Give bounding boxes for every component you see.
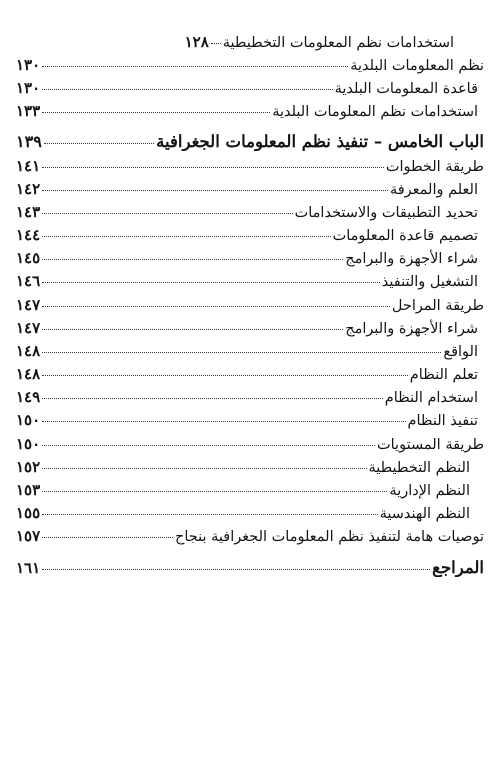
toc-entry (16, 79, 484, 97)
toc-entry (16, 504, 484, 522)
toc-entry-title: طريقة المراحل (391, 298, 484, 314)
dot-leader (42, 445, 375, 446)
dot-leader (42, 213, 292, 214)
toc-entry-page-number: ١٤٢ (16, 180, 41, 198)
dot-leader (42, 468, 366, 469)
toc-entry (16, 435, 484, 453)
dot-leader (42, 167, 384, 168)
toc-entry (16, 157, 484, 175)
dot-leader (42, 491, 387, 492)
toc-entry-title: النظم الهندسية (379, 506, 470, 522)
dot-leader (42, 352, 441, 353)
dot-leader (42, 282, 380, 283)
toc-entry-page-number: ١٤٤ (16, 226, 41, 244)
toc-entry-title: طريقة الخطوات (385, 159, 484, 175)
toc-entry (16, 249, 484, 267)
dot-leader (42, 398, 383, 399)
toc-entry (16, 458, 484, 476)
toc-entry-page-number: ١٤٧ (16, 296, 41, 314)
toc-entry (16, 272, 484, 290)
dot-leader (42, 569, 430, 570)
toc-entry (16, 365, 484, 383)
dot-leader (42, 421, 405, 422)
toc-entry-title: نظم المعلومات البلدية (350, 58, 484, 74)
toc-entry-title: قاعدة المعلومات البلدية (334, 81, 478, 97)
toc-entry-title: طريقة المستويات (376, 437, 484, 453)
toc-entry (16, 558, 484, 577)
dot-leader (42, 514, 377, 515)
dot-leader (42, 537, 173, 538)
dot-leader (42, 259, 343, 260)
toc-entry-page-number: ١٥٥ (16, 504, 41, 522)
toc-entry-page-number: ١٤٨ (16, 365, 41, 383)
toc-entry (16, 33, 484, 51)
toc-entry-title: التشغيل والتنفيذ (381, 274, 478, 290)
toc-entry (16, 527, 484, 545)
toc-entry-title: النظم التخطيطية (368, 460, 470, 476)
toc-entry (16, 226, 484, 244)
toc-entry-page-number: ١٤١ (16, 157, 41, 175)
toc-entry-title: شراء الأجهزة والبرامج (345, 251, 478, 267)
toc-entry-title: استخدامات نظم المعلومات التخطيطية (222, 35, 454, 51)
toc-entry-page-number: ١٤٩ (16, 388, 41, 406)
toc-entry-page-number: ١٣٠ (16, 79, 41, 97)
toc-entry-title: النظم الإدارية (389, 483, 470, 499)
toc-entry-page-number: ١٥٧ (16, 527, 41, 545)
toc-entry (16, 319, 484, 337)
toc-entry-page-number: ١٤٣ (16, 203, 41, 221)
toc-entry-title: الباب الخامس – تنفيذ نظم المعلومات الجغرافية (156, 132, 484, 151)
toc-entry-title: استخدام النظام (384, 390, 478, 406)
toc-entry-page-number: ١٢٨ (184, 33, 209, 51)
toc-entry-page-number: ١٣٩ (16, 132, 42, 151)
toc-entry-page-number: ١٤٥ (16, 249, 41, 267)
dot-leader (42, 190, 388, 191)
toc-entry-page-number: ١٦١ (16, 559, 41, 577)
toc-entry (16, 342, 484, 360)
toc-entry-title: تصميم قاعدة المعلومات (332, 228, 478, 244)
dot-leader (42, 66, 348, 67)
dot-leader (211, 43, 221, 44)
toc-entry-title: تعلم النظام (409, 367, 478, 383)
toc-entry (16, 132, 484, 151)
toc-entry-title: شراء الأجهزة والبرامج (345, 321, 478, 337)
toc-entry-title: الواقع (443, 344, 478, 360)
toc-entry-page-number: ١٥٠ (16, 411, 41, 429)
dot-leader (44, 143, 154, 144)
dot-leader (42, 329, 343, 330)
toc-entry-page-number: ١٣٠ (16, 56, 41, 74)
dot-leader (42, 375, 408, 376)
toc-entry-page-number: ١٥٠ (16, 435, 41, 453)
toc-entry (16, 203, 484, 221)
toc-entry-title: تحديد التطبيقات والاستخدامات (294, 205, 478, 221)
toc-entry (16, 180, 484, 198)
toc-entry (16, 411, 484, 429)
toc-entry (16, 388, 484, 406)
toc-entry-page-number: ١٤٨ (16, 342, 41, 360)
toc-entry (16, 296, 484, 314)
toc-entry-page-number: ١٤٦ (16, 272, 41, 290)
toc-entry (16, 56, 484, 74)
toc-entry-title: المراجع (432, 558, 484, 577)
dot-leader (42, 236, 330, 237)
dot-leader (42, 89, 332, 90)
toc-entry-title: استخدامات نظم المعلومات البلدية (272, 104, 478, 120)
dot-leader (42, 306, 390, 307)
toc-entry-page-number: ١٥٣ (16, 481, 41, 499)
toc-entry (16, 481, 484, 499)
toc-entry-page-number: ١٥٢ (16, 458, 41, 476)
toc-entry (16, 102, 484, 120)
toc-entry-page-number: ١٣٣ (16, 102, 41, 120)
toc-entry-page-number: ١٤٧ (16, 319, 41, 337)
toc-entry-title: توصيات هامة لتنفيذ نظم المعلومات الجغرافية بنجاح (174, 529, 484, 545)
toc-entry-title: العلم والمعرفة (389, 182, 478, 198)
dot-leader (42, 112, 270, 113)
toc-entry-title: تنفيذ النظام (407, 413, 478, 429)
